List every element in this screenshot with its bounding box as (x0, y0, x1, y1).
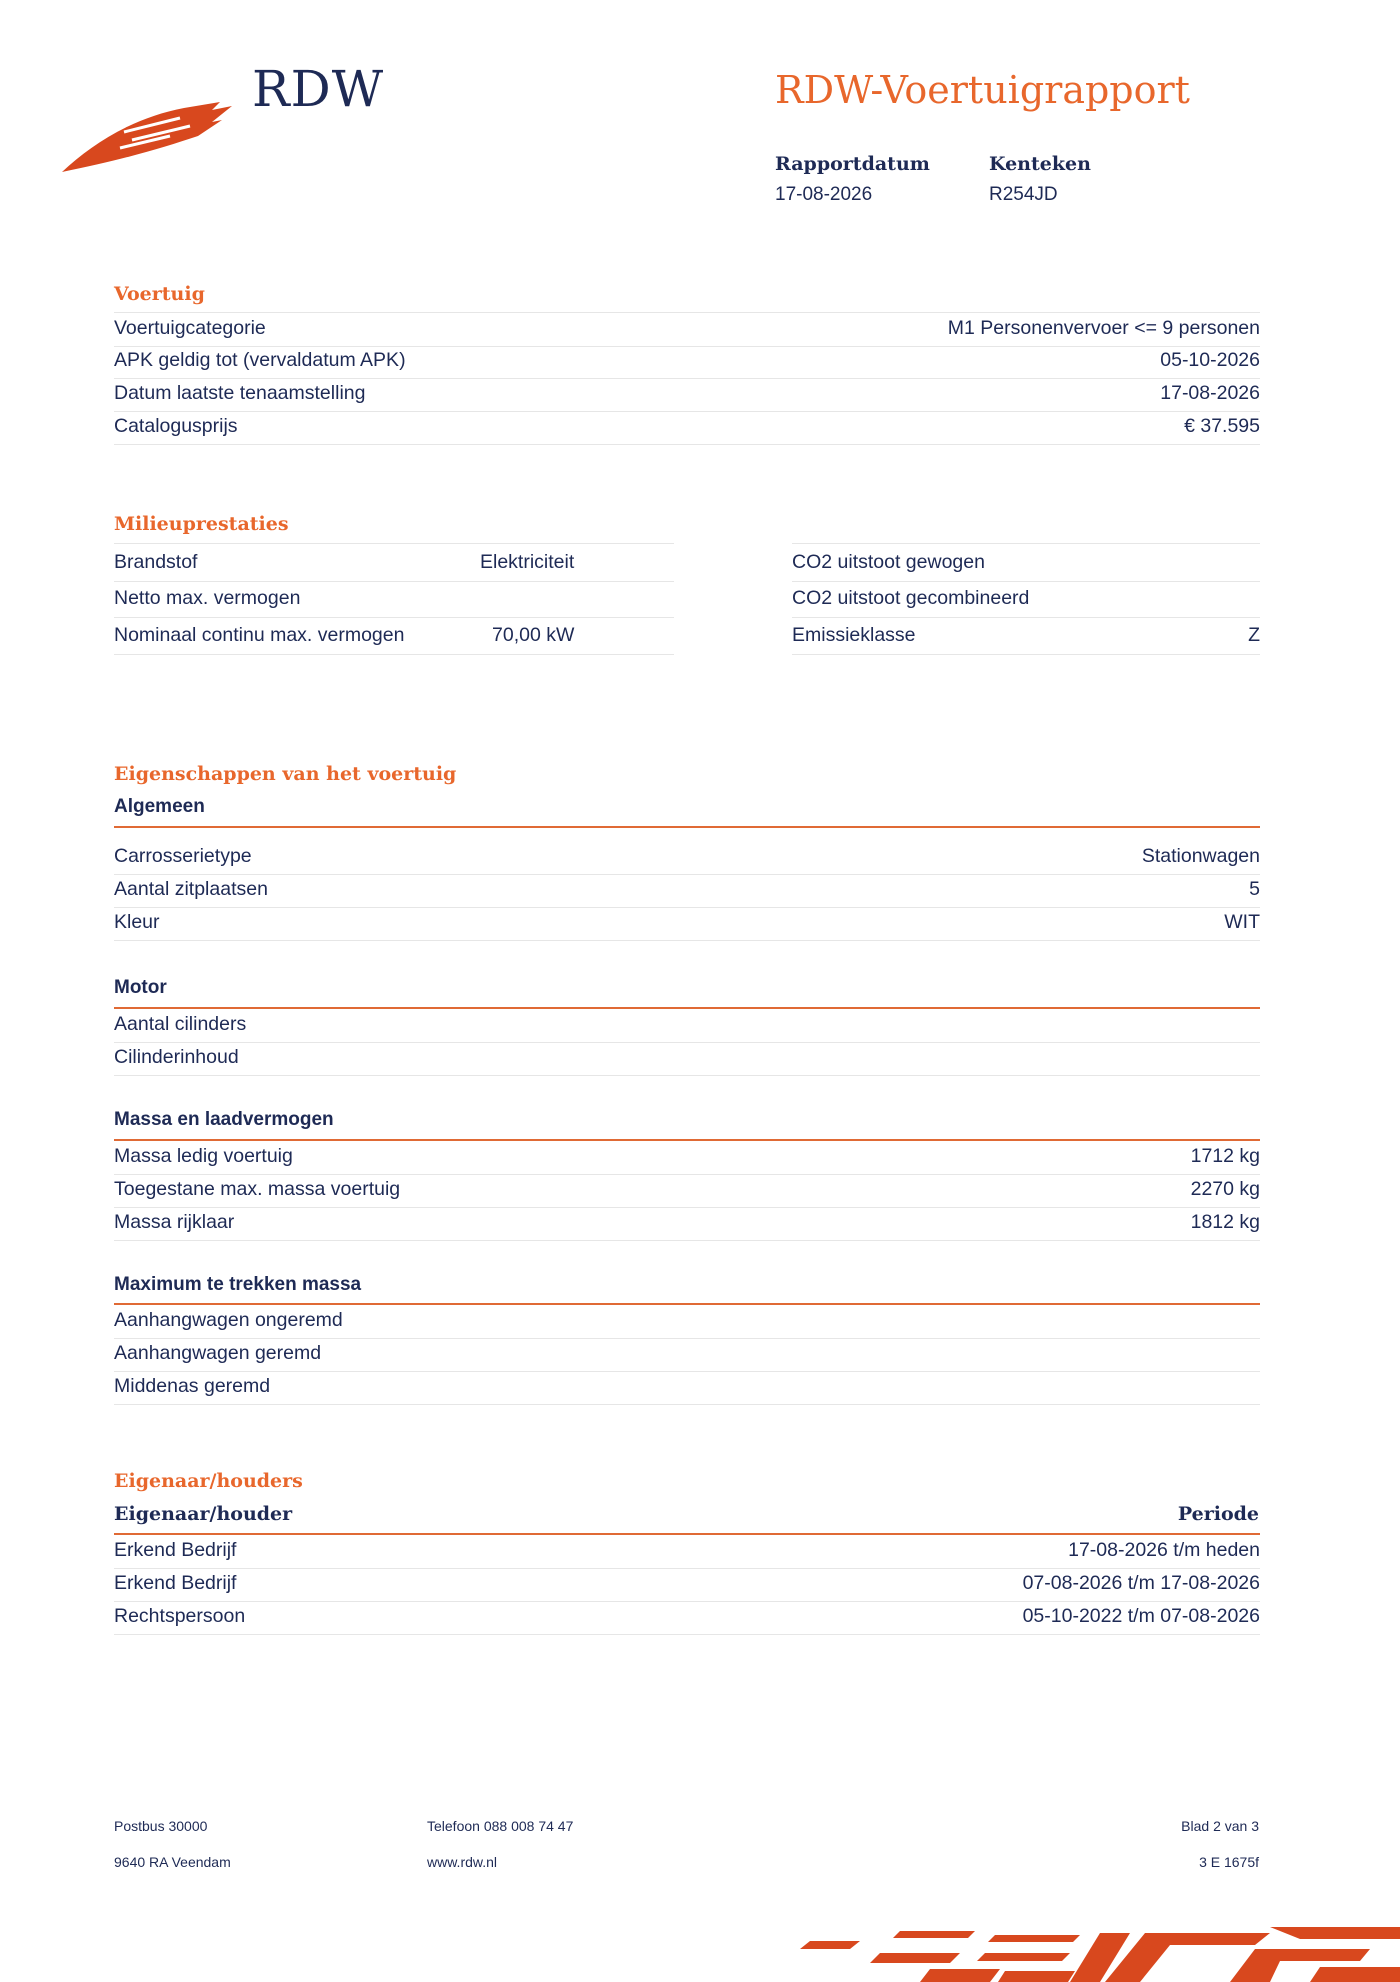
row-label: Aanhangwagen geremd (114, 1342, 322, 1364)
row-value: 70,00 kW (492, 624, 575, 646)
row-value: 07-08-2026 t/m 17-08-2026 (1022, 1572, 1260, 1594)
row-label: Aantal zitplaatsen (114, 878, 268, 900)
table-row (114, 1141, 1260, 1175)
table-row (114, 378, 1260, 412)
table-row (114, 1207, 1260, 1241)
table-row (114, 1305, 1260, 1339)
milieu-row (792, 617, 1260, 655)
plate-value: R254JD (989, 184, 1058, 205)
row-label: Emissieklasse (792, 624, 916, 646)
section-title-voertuig: Voertuig (114, 283, 205, 305)
table-row (114, 1535, 1260, 1569)
table-row (114, 874, 1260, 908)
row-value: 17-08-2026 (1160, 382, 1260, 404)
row-label: Kleur (114, 911, 160, 933)
section-title-eigenaren: Eigenaar/houders (114, 1470, 303, 1492)
row-value: 5 (1249, 878, 1260, 900)
subsection-title-motor: Motor (114, 977, 167, 998)
table-row (114, 907, 1260, 941)
table-row (114, 1371, 1260, 1405)
row-value: 05-10-2022 t/m 07-08-2026 (1022, 1605, 1260, 1627)
row-value: Z (1248, 624, 1260, 646)
row-value: 1812 kg (1190, 1211, 1260, 1233)
row-label: Carrosserietype (114, 845, 252, 867)
footer-phone: Telefoon 088 008 74 47 (427, 1818, 574, 1834)
milieu-row (114, 543, 674, 582)
row-label: Erkend Bedrijf (114, 1572, 237, 1594)
row-label: Middenas geremd (114, 1375, 271, 1397)
report-date-value: 17-08-2026 (775, 184, 873, 205)
row-label: Datum laatste tenaamstelling (114, 382, 366, 404)
column-header-owner: Eigenaar/houder (114, 1503, 293, 1525)
table-row (114, 1174, 1260, 1208)
row-label: Toegestane max. massa voertuig (114, 1178, 401, 1200)
row-value: M1 Personenvervoer <= 9 personen (947, 317, 1260, 339)
milieu-row (114, 580, 674, 618)
row-label: Nominaal continu max. vermogen (114, 624, 405, 646)
plate-label: Kenteken (989, 153, 1091, 175)
row-label: Netto max. vermogen (114, 587, 301, 609)
section-title-milieu: Milieuprestaties (114, 513, 289, 535)
table-row (114, 1338, 1260, 1372)
row-label: APK geldig tot (vervaldatum APK) (114, 349, 406, 371)
report-title: RDW-Voertuigrapport (775, 68, 1190, 112)
section-title-eigenschappen: Eigenschappen van het voertuig (114, 763, 457, 785)
subsection-title-algemeen: Algemeen (114, 796, 205, 817)
row-value: € 37.595 (1184, 415, 1260, 437)
subsection-title-trekken: Maximum te trekken massa (114, 1274, 362, 1295)
row-label: Erkend Bedrijf (114, 1539, 237, 1561)
row-label: Cilinderinhoud (114, 1046, 239, 1068)
footer-address-line1: Postbus 30000 (114, 1818, 208, 1834)
report-date-label: Rapportdatum (775, 153, 930, 175)
row-label: Brandstof (114, 551, 198, 573)
row-value: Elektriciteit (480, 551, 575, 573)
column-header-period: Periode (1177, 1503, 1259, 1525)
table-row (114, 1042, 1260, 1076)
table-row (114, 1601, 1260, 1635)
row-label: Rechtspersoon (114, 1605, 246, 1627)
rdw-logo-icon (62, 88, 232, 180)
logo-text: RDW (252, 60, 385, 118)
row-label: Voertuigcategorie (114, 317, 266, 339)
subsection-title-massa: Massa en laadvermogen (114, 1109, 334, 1130)
table-row (114, 312, 1260, 347)
row-value: 17-08-2026 t/m heden (1068, 1539, 1260, 1561)
milieu-row (114, 617, 674, 655)
footer-document-code: 3 E 1675f (1199, 1854, 1259, 1870)
footer-page-number: Blad 2 van 3 (1181, 1818, 1259, 1834)
row-value: Stationwagen (1141, 845, 1260, 867)
table-row (114, 411, 1260, 445)
milieu-row (792, 543, 1260, 582)
footer-address-line2: 9640 RA Veendam (114, 1854, 231, 1870)
footer-stripes-icon (800, 1925, 1400, 1982)
footer-website: www.rdw.nl (427, 1854, 498, 1870)
row-label: Aanhangwagen ongeremd (114, 1309, 343, 1331)
row-value: 2270 kg (1190, 1178, 1260, 1200)
row-label: Massa rijklaar (114, 1211, 235, 1233)
table-row (114, 1568, 1260, 1602)
section-divider (114, 826, 1260, 828)
table-row (114, 841, 1260, 875)
table-row (114, 345, 1260, 379)
row-label: Catalogusprijs (114, 415, 238, 437)
row-value: 05-10-2026 (1160, 349, 1260, 371)
row-label: Massa ledig voertuig (114, 1145, 293, 1167)
milieu-row (792, 580, 1260, 618)
row-value: 1712 kg (1190, 1145, 1260, 1167)
table-row (114, 1009, 1260, 1043)
row-value: WIT (1224, 911, 1260, 933)
row-label: Aantal cilinders (114, 1013, 247, 1035)
row-label: CO2 uitstoot gewogen (792, 551, 985, 573)
row-label: CO2 uitstoot gecombineerd (792, 587, 1030, 609)
